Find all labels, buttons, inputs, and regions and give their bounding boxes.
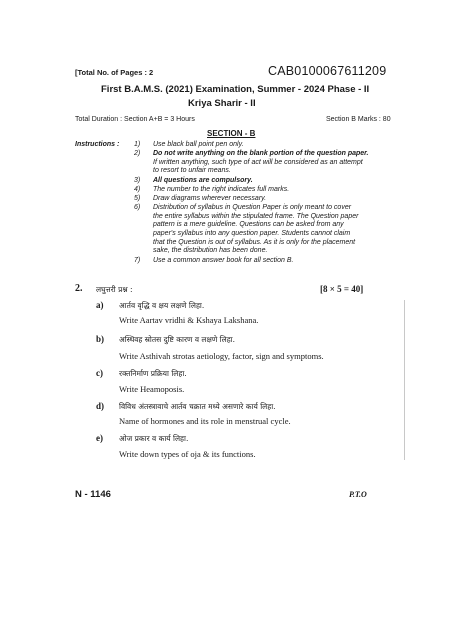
instruction-line: Do not write anything on the blank portion of the question paper.	[153, 150, 369, 157]
instruction-line: the entire syllabus within the stipulated frame. The Question paper	[153, 213, 359, 220]
instruction-line: The number to the right indicates full marks.	[153, 186, 290, 193]
part-english: Write down types of oja & its functions.	[119, 449, 256, 459]
instruction-line: to resort to unfair means.	[153, 167, 231, 174]
section-marks: Section B Marks : 80	[326, 116, 391, 123]
part-letter: e)	[96, 433, 103, 443]
part-english: Write Heamoposis.	[119, 384, 185, 394]
instruction-line: Draw diagrams wherever necessary.	[153, 195, 267, 202]
part-english: Write Aartav vridhi & Kshaya Lakshana.	[119, 315, 259, 325]
footer-code: N - 1146	[75, 489, 111, 500]
instruction-number: 6)	[134, 204, 141, 211]
part-hindi: आर्तव वृद्धि व क्षय लक्षणे लिहा.	[119, 301, 205, 310]
part-letter: d)	[96, 401, 105, 411]
instruction-number: 7)	[134, 257, 141, 264]
instruction-line: that the Question is out of syllabus. As it is only for the placement	[153, 239, 356, 246]
part-letter: c)	[96, 368, 103, 378]
part-hindi: अस्थिवह स्रोतस दुष्टि कारण व लक्षणे लिहा.	[119, 335, 236, 344]
part-english: Write Asthivah strotas aetiology, factor, sign and symptoms.	[119, 351, 324, 361]
scan-artifact-line	[404, 300, 405, 460]
instruction-line: paper's syllabus into any question paper. Students cannot claim	[153, 230, 351, 237]
instructions-label: Instructions :	[75, 141, 120, 148]
instruction-line: sake, the distribution has been done.	[153, 247, 268, 254]
instruction-number: 3)	[134, 177, 141, 184]
instruction-line: pattern is a mere guideline. Questions can be asked from any	[153, 221, 344, 228]
paper-code: CAB0100067611209	[268, 64, 387, 78]
instruction-line: If written anything, such type of act will be considered as an attempt	[153, 159, 363, 166]
part-letter: b)	[96, 334, 105, 344]
instruction-number: 2)	[134, 150, 141, 157]
instruction-line: Use a common answer book for all section B.	[153, 257, 294, 264]
question-number: 2.	[75, 283, 83, 294]
instruction-number: 1)	[134, 141, 141, 148]
instruction-number: 5)	[134, 195, 141, 202]
section-title: SECTION - B	[207, 129, 256, 138]
total-pages: [Total No. of Pages : 2	[75, 68, 154, 77]
exam-title: First B.A.M.S. (2021) Examination, Summer - 2024 Phase - II	[101, 84, 370, 95]
part-letter: a)	[96, 300, 104, 310]
subject-title: Kriya Sharir - II	[188, 98, 256, 109]
total-duration: Total Duration : Section A+B = 3 Hours	[75, 116, 195, 123]
question-heading: लघुत्तरी प्रश्न :	[96, 285, 133, 294]
footer-pto: P.T.O	[349, 490, 367, 499]
part-english: Name of hormones and its role in menstrual cycle.	[119, 416, 291, 426]
part-hindi: विविध अंतस्त्रावाचे आर्तव चक्रात मध्ये असणारे कार्य लिहा.	[119, 402, 276, 411]
instruction-number: 4)	[134, 186, 141, 193]
part-hindi: रक्तनिर्माण प्रक्रिया लिहा.	[119, 369, 187, 378]
part-hindi: ओज प्रकार व कार्य लिहा.	[119, 434, 189, 443]
instruction-line: Use black ball point pen only.	[153, 141, 244, 148]
question-marks: [8 × 5 = 40]	[320, 284, 364, 294]
instruction-line: All questions are compulsory.	[153, 177, 253, 184]
instruction-line: Distribution of syllabus in Question Paper is only meant to cover	[153, 204, 352, 211]
